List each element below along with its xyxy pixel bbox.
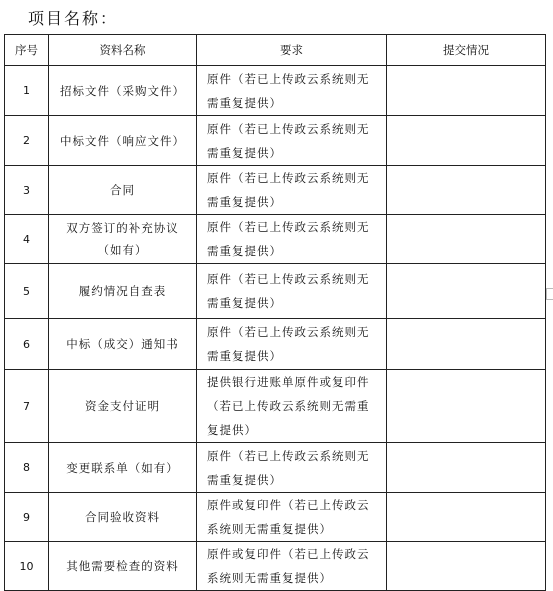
header-no: 序号 — [5, 35, 49, 66]
row-status-cell[interactable] — [387, 319, 546, 370]
row-status-cell[interactable] — [387, 116, 546, 166]
row-requirement: 原件（若已上传政云系统则无需重复提供） — [197, 66, 387, 116]
row-no: 1 — [5, 66, 49, 116]
header-status: 提交情况 — [387, 35, 546, 66]
row-no: 4 — [5, 215, 49, 264]
table-row — [5, 166, 546, 215]
row-requirement: 提供银行进账单原件或复印件（若已上传政云系统则无需重复提供） — [197, 370, 387, 443]
row-status-cell[interactable] — [387, 443, 546, 493]
row-requirement: 原件（若已上传政云系统则无需重复提供） — [197, 166, 387, 215]
row-requirement: 原件（若已上传政云系统则无需重复提供） — [197, 319, 387, 370]
row-name: 合同验收资料 — [49, 493, 197, 542]
row-name: 招标文件（采购文件） — [49, 66, 197, 116]
header-name: 资料名称 — [49, 35, 197, 66]
row-requirement: 原件或复印件（若已上传政云系统则无需重复提供） — [197, 542, 387, 591]
row-name: 合同 — [49, 166, 197, 215]
row-name: 变更联系单（如有） — [49, 443, 197, 493]
table-row — [5, 319, 546, 370]
row-status-cell[interactable] — [387, 66, 546, 116]
project-name-label: 项目名称： — [28, 9, 119, 28]
row-no: 3 — [5, 166, 49, 215]
row-no: 10 — [5, 542, 49, 591]
table-row — [5, 493, 546, 542]
row-status-cell[interactable] — [387, 493, 546, 542]
row-no: 9 — [5, 493, 49, 542]
row-status-cell[interactable] — [387, 264, 546, 319]
row-no: 7 — [5, 370, 49, 443]
table-row — [5, 264, 546, 319]
row-requirement: 原件或复印件（若已上传政云系统则无需重复提供） — [197, 493, 387, 542]
header-requirement: 要求 — [197, 35, 387, 66]
row-no: 8 — [5, 443, 49, 493]
row-status-cell[interactable] — [387, 370, 546, 443]
row-no: 6 — [5, 319, 49, 370]
table-header-row — [5, 35, 546, 66]
table-row — [5, 66, 546, 116]
row-name: 资金支付证明 — [49, 370, 197, 443]
row-status-cell[interactable] — [387, 215, 546, 264]
row-requirement: 原件（若已上传政云系统则无需重复提供） — [197, 264, 387, 319]
table-row — [5, 370, 546, 443]
row-no: 2 — [5, 116, 49, 166]
row-requirement: 原件（若已上传政云系统则无需重复提供） — [197, 443, 387, 493]
row-status-cell[interactable] — [387, 542, 546, 591]
row-requirement: 原件（若已上传政云系统则无需重复提供） — [197, 215, 387, 264]
table-row — [5, 443, 546, 493]
row-no: 5 — [5, 264, 49, 319]
table-row — [5, 542, 546, 591]
row-status-cell[interactable] — [387, 166, 546, 215]
table-row — [5, 116, 546, 166]
row-name: 其他需要检查的资料 — [49, 542, 197, 591]
row-name: 中标（成交）通知书 — [49, 319, 197, 370]
table-row — [5, 215, 546, 264]
document-checklist-table — [4, 34, 546, 591]
row-name: 履约情况自查表 — [49, 264, 197, 319]
scroll-edge-marker — [546, 288, 553, 300]
row-name: 双方签订的补充协议（如有） — [49, 215, 197, 264]
row-name: 中标文件（响应文件） — [49, 116, 197, 166]
row-requirement: 原件（若已上传政云系统则无需重复提供） — [197, 116, 387, 166]
